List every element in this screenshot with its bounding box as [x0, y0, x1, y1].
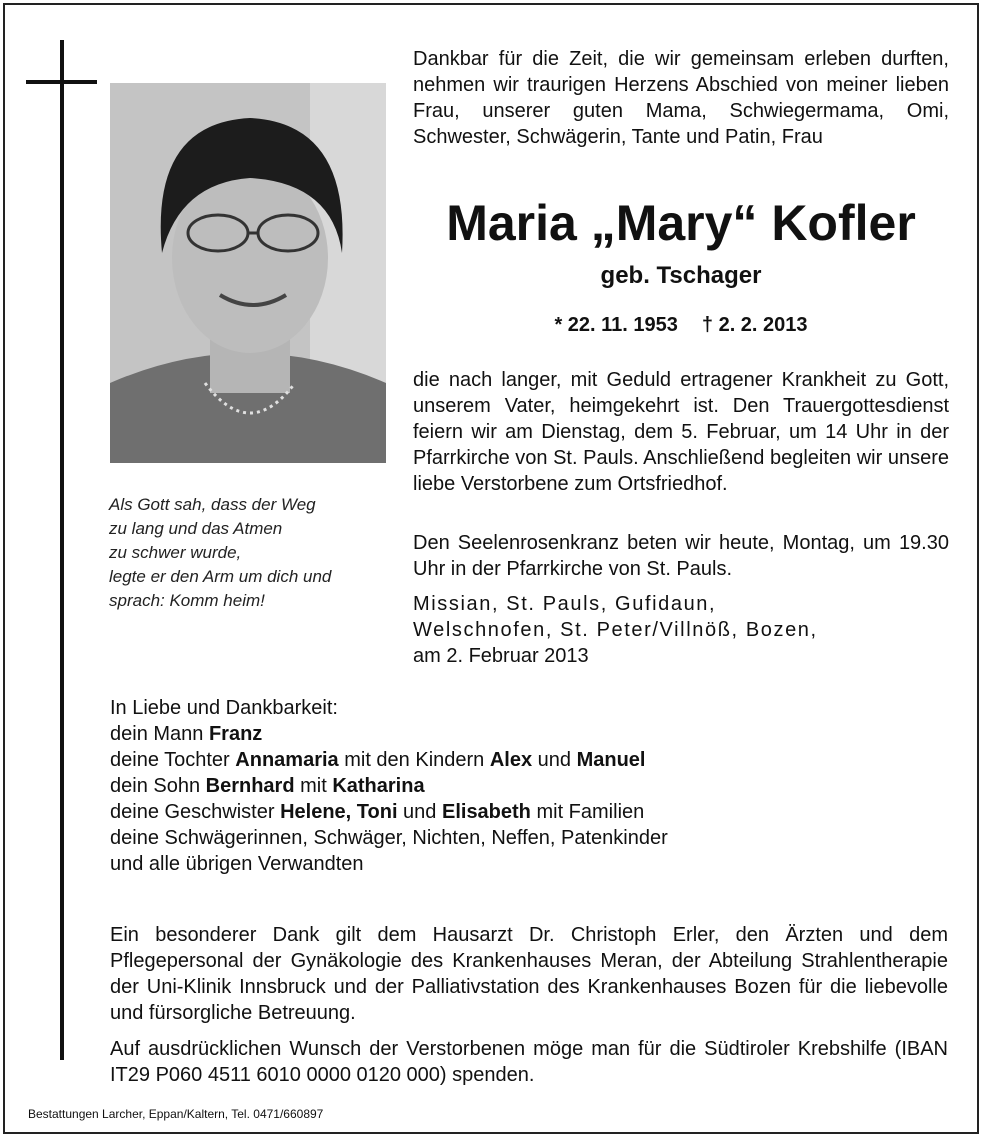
- family-member: Manuel: [576, 749, 646, 771]
- portrait-illustration: [110, 83, 386, 463]
- family-row: dein Sohn Bernhard mit Katharina: [110, 775, 425, 797]
- quote-line: sprach: Komm heim!: [109, 591, 265, 610]
- funeral-home-footer: Bestattungen Larcher, Eppan/Kaltern, Tel. 0471/660897: [28, 1107, 324, 1121]
- intro-text: Dankbar für die Zeit, die wir gemeinsam erleben durften, nehmen wir traurigen Herzens Abschied von meiner lieben Frau, unserer guten Mama, Schwiegermama, Omi, Schwester, Schwägerin, Tante und Patin, Frau: [413, 48, 949, 148]
- quote-line: Als Gott sah, dass der Weg: [109, 495, 316, 514]
- cross-icon: [60, 40, 64, 1060]
- family-row: deine Schwägerinnen, Schwäger, Nichten, Neffen, Patenkinder: [110, 827, 668, 849]
- funeral-text: die nach langer, mit Geduld ertragener Krankheit zu Gott, unserem Vater, heimgekehrt ist. Den Trauergottesdienst feiern wir am Dienstag, dem 5. Februar, um 14 Uhr in der Pfarrkirche von St. Pauls. Anschließend begleiten wir unsere liebe Verstorbene zum Ortsfriedhof.: [413, 369, 949, 495]
- family-heading: In Liebe und Dankbarkeit:: [110, 697, 338, 719]
- family-member: Katharina: [332, 775, 425, 797]
- family-row: deine Geschwister Helene, Toni und Elisabeth mit Familien: [110, 801, 645, 823]
- quote-line: zu schwer wurde,: [109, 543, 242, 562]
- places-date: [413, 591, 949, 669]
- family-row: dein Mann Franz: [110, 723, 263, 745]
- donation-text: Auf ausdrücklichen Wunsch der Verstorbenen möge man für die Südtiroler Krebshilfe (IBAN IT29 P060 4511 6010 0000 0120 000) spenden.: [110, 1038, 948, 1086]
- deceased-name: Maria „Mary“ Kofler: [446, 195, 916, 251]
- rosary-text: Den Seelenrosenkranz beten wir heute, Montag, um 19.30 Uhr in der Pfarrkirche von St. Pauls.: [413, 532, 949, 580]
- family-member: Helene, Toni: [280, 801, 398, 823]
- death-date: † 2. 2. 2013: [701, 314, 808, 336]
- family-row: und alle übrigen Verwandten: [110, 853, 364, 875]
- family-member: Franz: [208, 723, 263, 745]
- places-line: Missian, St. Pauls, Gufidaun,: [413, 593, 717, 615]
- quote-line: zu lang und das Atmen: [109, 519, 283, 538]
- cross-icon-bar: [26, 80, 97, 84]
- life-dates: [413, 312, 949, 338]
- family-member: Elisabeth: [441, 801, 531, 823]
- birth-date: * 22. 11. 1953: [554, 314, 678, 336]
- family-member: Alex: [489, 749, 533, 771]
- places-line: Welschnofen, St. Peter/Villnöß, Bozen,: [413, 619, 818, 641]
- family-list: [110, 695, 950, 877]
- quote-line: legte er den Arm um dich und: [109, 567, 332, 586]
- family-member: Annamaria: [235, 749, 339, 771]
- family-row: deine Tochter Annamaria mit den Kindern Alex und Manuel: [110, 749, 646, 771]
- portrait-photo: [110, 83, 386, 463]
- maiden-name: geb. Tschager: [600, 262, 762, 289]
- thanks-text: Ein besonderer Dank gilt dem Hausarzt Dr. Christoph Erler, den Ärzten und dem Pflegepersonal der Gynäkologie des Krankenhauses Meran, der Abteilung Strahlentherapie der Uni-Klinik Innsbruck und der Palliativstation des Krankenhauses Bozen für die liebevolle und fürsorgliche Betreuung.: [110, 924, 948, 1024]
- memorial-quote: [109, 493, 389, 613]
- family-member: Bernhard: [205, 775, 295, 797]
- date-line: am 2. Februar 2013: [413, 645, 589, 667]
